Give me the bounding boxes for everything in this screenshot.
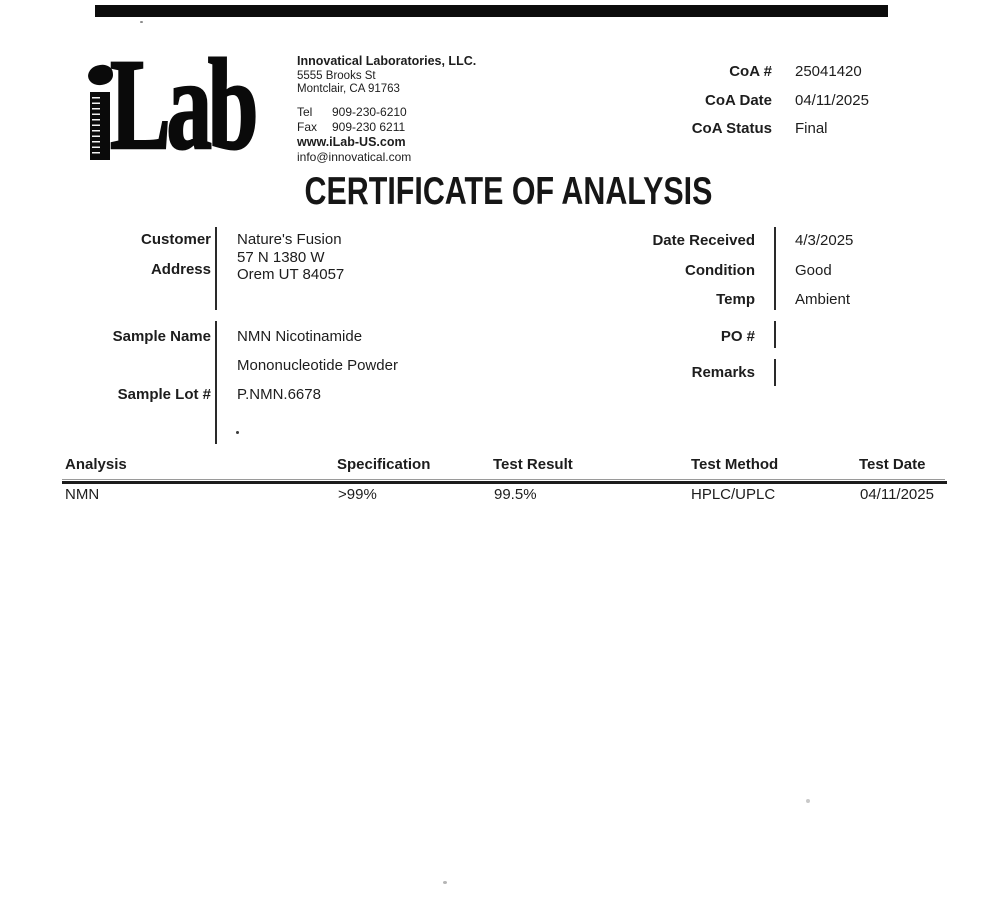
tel-label: Tel bbox=[297, 105, 313, 119]
document-title-container bbox=[8, 172, 1000, 211]
cell-specification: >99% bbox=[338, 486, 377, 503]
scan-speck bbox=[140, 21, 143, 23]
coa-status-value: Final bbox=[795, 120, 828, 137]
left-block-divider-bottom bbox=[215, 321, 217, 444]
temp-value: Ambient bbox=[795, 291, 851, 308]
company-city: Montclair, CA 91763 bbox=[297, 83, 400, 95]
cell-test-method: HPLC/UPLC bbox=[691, 486, 776, 503]
cell-test-result: 99.5% bbox=[494, 486, 537, 503]
page-title: CERTIFICATE OF ANALYSIS bbox=[304, 170, 712, 213]
condition-value: Good bbox=[795, 262, 832, 279]
test-tube-graduation-marks bbox=[92, 97, 100, 155]
tel-number: 909-230-6210 bbox=[332, 105, 407, 119]
coa-date-label: CoA Date bbox=[705, 92, 772, 109]
remarks-label: Remarks bbox=[691, 364, 755, 381]
table-header-test-date: Test Date bbox=[859, 456, 926, 473]
right-block-divider-top bbox=[774, 227, 776, 310]
sample-name-label: Sample Name bbox=[112, 328, 211, 345]
address-line1-value: 57 N 1380 W bbox=[237, 249, 325, 266]
table-header-analysis: Analysis bbox=[65, 456, 127, 473]
sample-name-line2-value: Mononucleotide Powder bbox=[237, 357, 398, 374]
coa-status-label: CoA Status bbox=[691, 120, 772, 137]
fax-label: Fax bbox=[297, 120, 318, 134]
table-header-rule bbox=[62, 481, 947, 484]
address-line2-value: Orem UT 84057 bbox=[237, 266, 345, 283]
customer-name-value: Nature's Fusion bbox=[237, 231, 342, 248]
ilab-logo-test-tube-icon bbox=[90, 92, 110, 160]
coa-number-label: CoA # bbox=[729, 63, 772, 80]
left-block-divider-top bbox=[215, 227, 217, 310]
right-block-divider-remarks bbox=[774, 359, 776, 386]
scan-artifact-top-bar bbox=[95, 5, 888, 17]
company-website: www.iLab-US.com bbox=[297, 135, 406, 149]
date-received-label: Date Received bbox=[652, 232, 755, 249]
table-header-rule-shadow bbox=[62, 479, 945, 480]
table-header-test-method: Test Method bbox=[691, 456, 779, 473]
sample-name-line1-value: NMN Nicotinamide bbox=[237, 328, 363, 345]
scan-speck bbox=[236, 431, 239, 434]
cell-test-date: 04/11/2025 bbox=[860, 486, 934, 503]
table-header-specification: Specification bbox=[337, 456, 431, 473]
scan-speck bbox=[443, 881, 447, 884]
po-number-label: PO # bbox=[720, 328, 755, 345]
fax-number: 909-230 6211 bbox=[332, 120, 406, 134]
coa-date-value: 04/11/2025 bbox=[795, 92, 869, 109]
scan-speck bbox=[806, 799, 810, 803]
condition-label: Condition bbox=[685, 262, 755, 279]
table-header-test-result: Test Result bbox=[493, 456, 573, 473]
customer-label: Customer bbox=[140, 231, 211, 248]
address-label: Address bbox=[150, 261, 211, 278]
right-block-divider-po bbox=[774, 321, 776, 348]
sample-lot-value: P.NMN.6678 bbox=[237, 386, 321, 403]
date-received-value: 4/3/2025 bbox=[795, 232, 854, 249]
cell-analysis: NMN bbox=[65, 486, 100, 503]
company-name: Innovatical Laboratories, LLC. bbox=[297, 54, 477, 68]
company-email: info@innovatical.com bbox=[297, 150, 412, 164]
company-street: 5555 Brooks St bbox=[297, 70, 376, 82]
sample-lot-label: Sample Lot # bbox=[117, 386, 211, 403]
ilab-logo-text: Lab bbox=[110, 33, 255, 177]
coa-number-value: 25041420 bbox=[795, 63, 862, 80]
temp-label: Temp bbox=[716, 291, 755, 308]
